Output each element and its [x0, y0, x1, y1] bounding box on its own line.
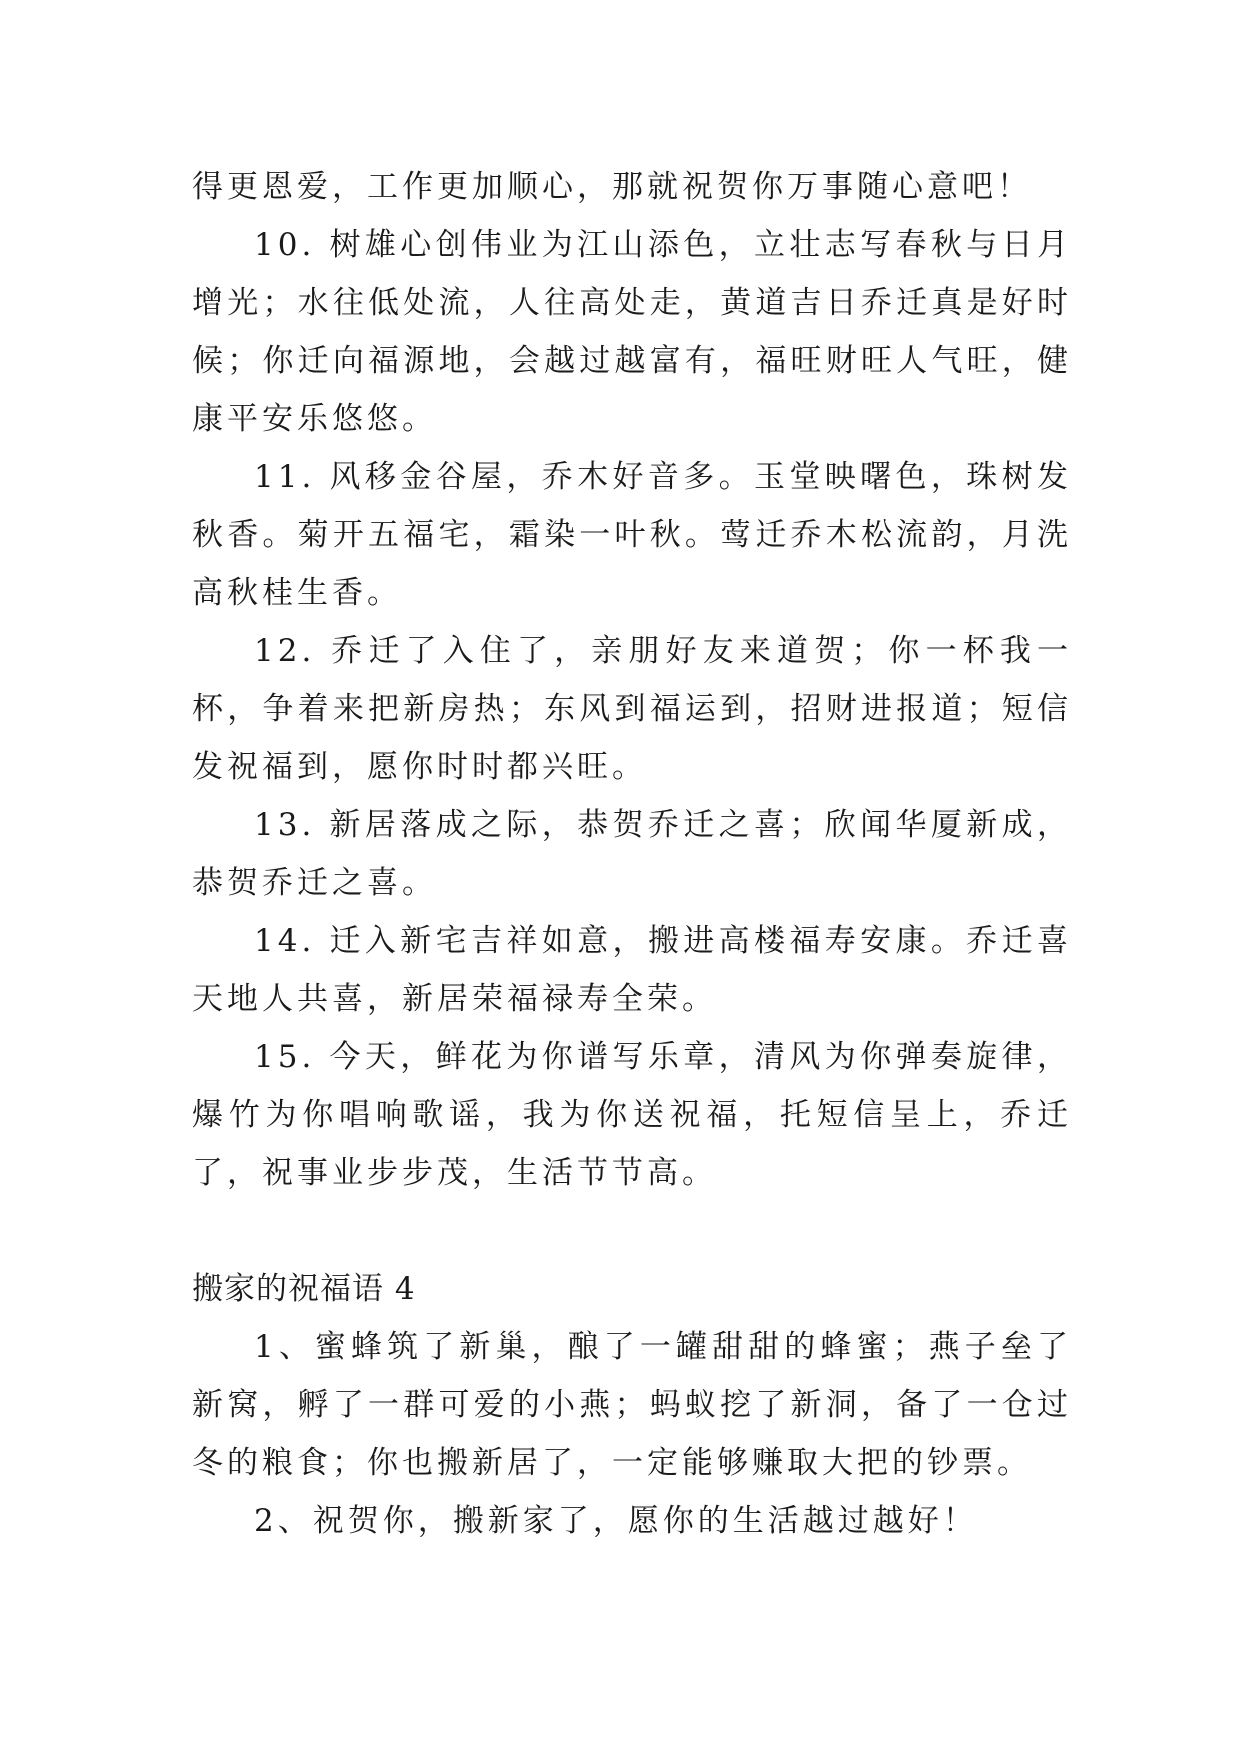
- section-heading: 搬家的祝福语 4: [192, 1271, 416, 1307]
- section-spacer: [192, 1202, 1072, 1260]
- blessing-item-13: 13. 新居落成之际，恭贺乔迁之喜；欣闻华厦新成，恭贺乔迁之喜。: [192, 807, 1072, 901]
- blessing-item-15: 15. 今天，鲜花为你谱写乐章，清风为你弹奏旋律，爆竹为你唱响歌谣，我为你送祝福，托短信呈上，乔迁了，祝事业步步茂，生活节节高。: [192, 1039, 1072, 1191]
- blessing-item-1: 1、蜜蜂筑了新巢，酿了一罐甜甜的蜂蜜；燕子垒了新窝，孵了一群可爱的小燕；蚂蚁挖了新洞，备了一仓过冬的粮食；你也搬新居了，一定能够赚取大把的钞票。: [192, 1329, 1072, 1481]
- continuation-paragraph: 得更恩爱，工作更加顺心，那就祝贺你万事随心意吧！: [192, 169, 1032, 205]
- blessing-item-11: 11. 风移金谷屋，乔木好音多。玉堂映曙色，珠树发秋香。菊开五福宅，霜染一叶秋。莺迁乔木松流韵，月洗高秋桂生香。: [192, 459, 1072, 611]
- blessing-item-14: 14. 迁入新宅吉祥如意，搬进高楼福寿安康。乔迁喜天地人共喜，新居荣福禄寿全荣。: [192, 923, 1072, 1017]
- blessing-item-10: 10. 树雄心创伟业为江山添色，立壮志写春秋与日月增光；水往低处流，人往高处走，黄道吉日乔迁真是好时候；你迁向福源地，会越过越富有，福旺财旺人气旺，健康平安乐悠悠。: [192, 227, 1072, 437]
- blessing-item-2: 2、祝贺你，搬新家了，愿你的生活越过越好！: [254, 1503, 978, 1539]
- blessing-item-12: 12. 乔迁了入住了，亲朋好友来道贺；你一杯我一杯，争着来把新房热；东风到福运到，招财进报道；短信发祝福到，愿你时时都兴旺。: [192, 633, 1072, 785]
- document-body: [192, 158, 1072, 1550]
